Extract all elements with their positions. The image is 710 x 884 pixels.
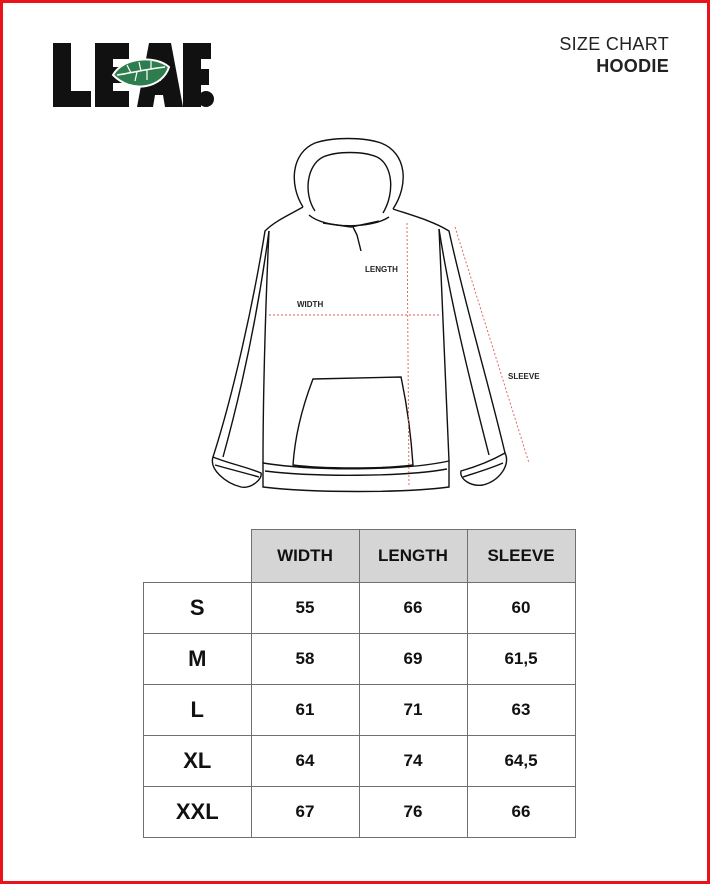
length-label: LENGTH xyxy=(365,265,398,274)
column-header: WIDTH xyxy=(251,530,359,583)
sleeve-value: 63 xyxy=(467,685,575,736)
size-label: L xyxy=(144,685,252,736)
header-product: HOODIE xyxy=(596,56,669,76)
width-label: WIDTH xyxy=(297,300,324,309)
sleeve-value: 66 xyxy=(467,787,575,838)
table-header-row xyxy=(144,530,576,583)
length-value: 71 xyxy=(359,685,467,736)
width-value: 64 xyxy=(251,736,359,787)
header-title: SIZE CHART xyxy=(559,34,669,54)
sleeve-label: SLEEVE xyxy=(508,372,540,381)
leaf-logo xyxy=(51,41,216,109)
size-label: XXL xyxy=(144,787,252,838)
column-header: SLEEVE xyxy=(467,530,575,583)
sleeve-value: 60 xyxy=(467,583,575,634)
size-label: XL xyxy=(144,736,252,787)
table-row xyxy=(144,634,576,685)
length-value: 69 xyxy=(359,634,467,685)
length-value: 74 xyxy=(359,736,467,787)
table-row xyxy=(144,787,576,838)
column-header: LENGTH xyxy=(359,530,467,583)
size-label: S xyxy=(144,583,252,634)
length-value: 66 xyxy=(359,583,467,634)
size-table xyxy=(143,529,576,838)
length-value: 76 xyxy=(359,787,467,838)
table-corner xyxy=(144,530,252,583)
width-value: 61 xyxy=(251,685,359,736)
table-row xyxy=(144,685,576,736)
width-value: 55 xyxy=(251,583,359,634)
width-value: 67 xyxy=(251,787,359,838)
sleeve-value: 64,5 xyxy=(467,736,575,787)
header xyxy=(559,33,669,77)
width-value: 58 xyxy=(251,634,359,685)
hoodie-diagram xyxy=(203,135,543,495)
table-row xyxy=(144,736,576,787)
sleeve-value: 61,5 xyxy=(467,634,575,685)
size-label: M xyxy=(144,634,252,685)
table-row xyxy=(144,583,576,634)
